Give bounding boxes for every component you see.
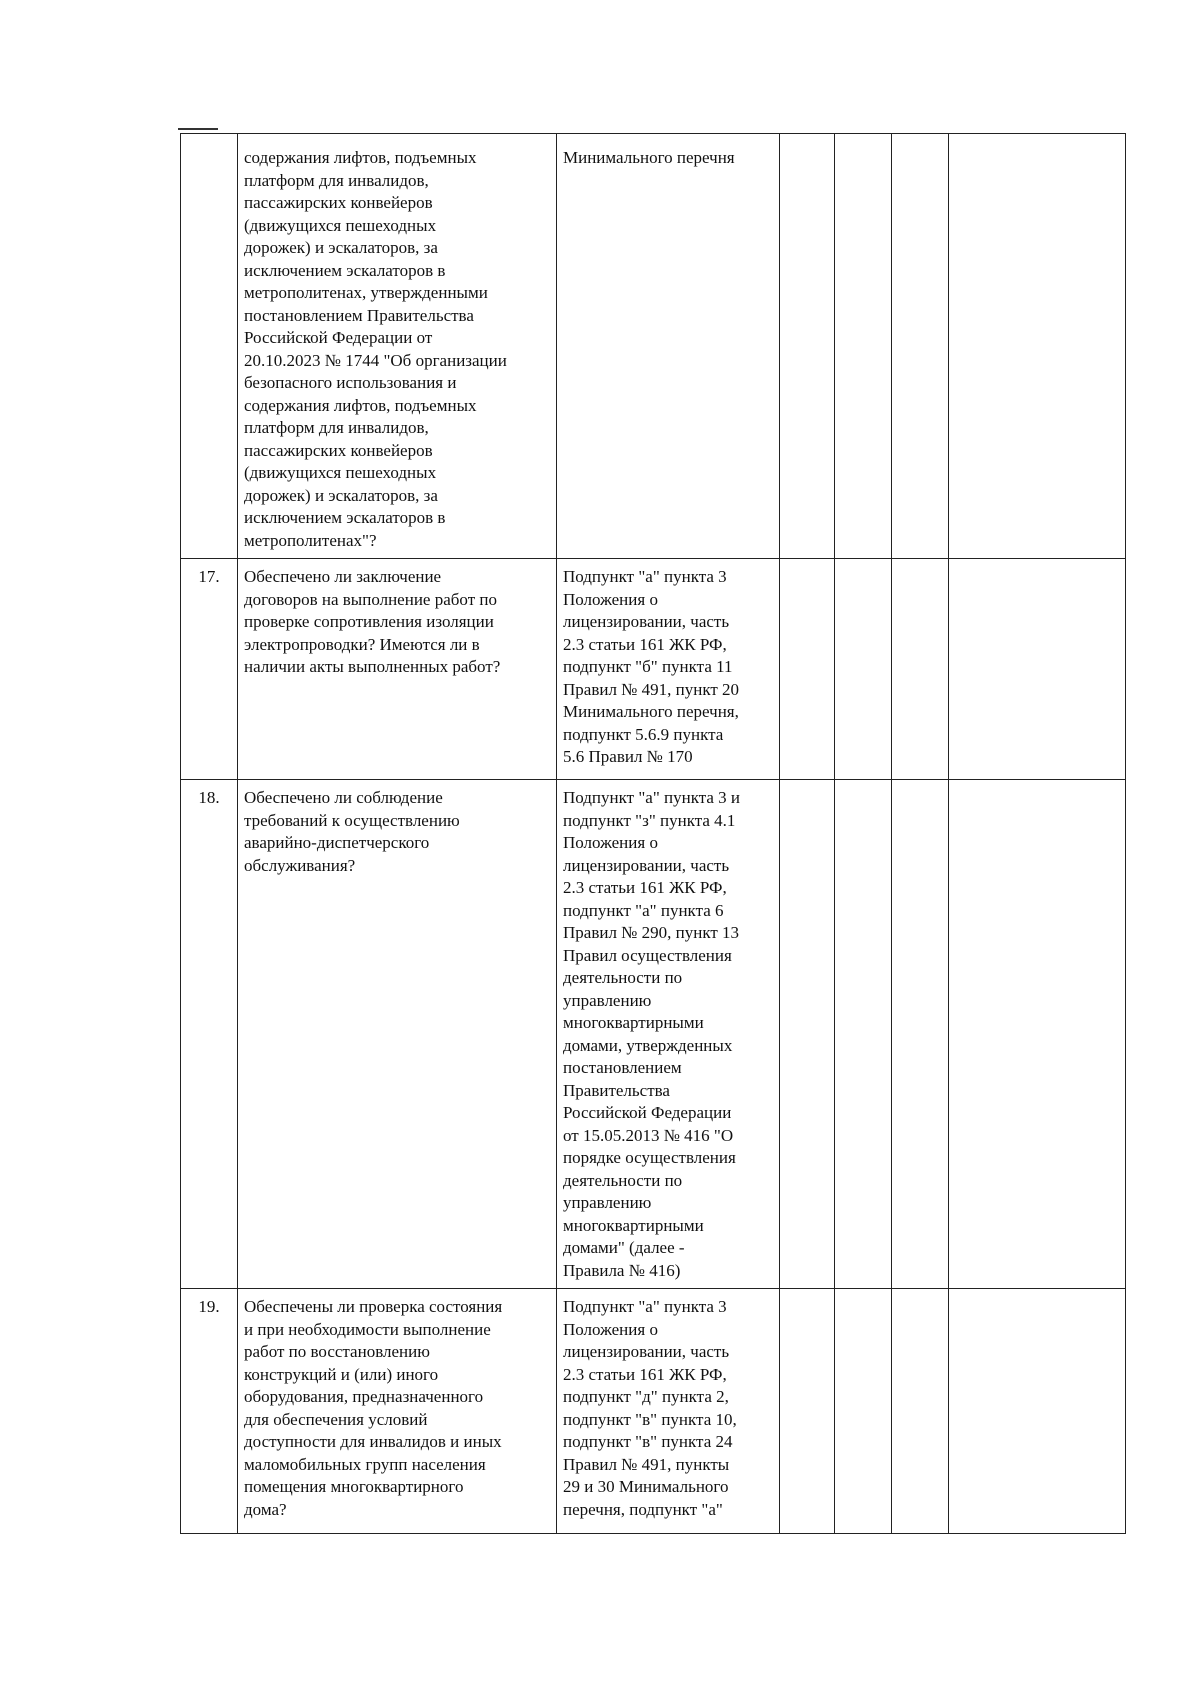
cell-question [238, 134, 557, 559]
row-number: 19. [198, 1297, 220, 1316]
cell-reference [557, 1289, 780, 1534]
row-number: 18. [198, 788, 220, 807]
cell-note [949, 134, 1126, 559]
table-row [181, 1289, 1126, 1534]
cell-number [181, 780, 238, 1289]
cell-note [949, 780, 1126, 1289]
reference-text: Подпункт "а" пункта 3 и подпункт "з" пункта 4.1 Положения о лицензировании, часть 2.3 статьи 161 ЖК РФ, подпункт "а" пункта 6 Правил № 290, пункт 13 Правил осуществления деятельности по управлению многоквартирными домами, утвержденных постановлением Правительства Российской Федерации от 15.05.2013 № 416 "О порядке осуществления деятельности по управлению многоквартирными домами" (далее - Правила № 416) [563, 788, 741, 1280]
cell-note [949, 559, 1126, 780]
question-text: Обеспечено ли заключение договоров на выполнение работ по проверке сопротивления изоляции электропроводки? Имеются ли в наличии акты выполненных работ? [244, 567, 501, 676]
cell-answer-na [892, 1289, 949, 1534]
cell-answer-yes [780, 134, 835, 559]
cell-number [181, 559, 238, 780]
cell-answer-no [835, 780, 892, 1289]
cell-answer-no [835, 559, 892, 780]
reference-text: Подпункт "а" пункта 3 Положения о лицензировании, часть 2.3 статьи 161 ЖК РФ, подпункт "д" пункта 2, подпункт "в" пункта 10, подпункт "в" пункта 24 Правил № 491, пункты 29 и 30 Минимального перечня, подпункт "а" [563, 1297, 737, 1519]
question-text: Обеспечено ли соблюдение требований к осуществлению аварийно-диспетчерского обслуживания? [244, 788, 460, 875]
cell-note [949, 1289, 1126, 1534]
table-row [181, 780, 1126, 1289]
table-top-stub [178, 128, 218, 130]
reference-text: Подпункт "а" пункта 3 Положения о лицензировании, часть 2.3 статьи 161 ЖК РФ, подпункт "б" пункта 11 Правил № 491, пункт 20 Минимального перечня, подпункт 5.6.9 пункта 5.6 Правил № 170 [563, 567, 740, 766]
question-text: Обеспечены ли проверка состояния и при необходимости выполнение работ по восстановлению конструкций и (или) иного оборудования, предназначенного для обеспечения условий доступности для инвалидов и иных маломобильных групп населения помещения многоквартирного дома? [244, 1297, 503, 1519]
checklist-table [180, 133, 1126, 1534]
cell-question [238, 1289, 557, 1534]
cell-number [181, 1289, 238, 1534]
row-number: 17. [198, 567, 220, 586]
table-row [181, 559, 1126, 780]
cell-answer-na [892, 780, 949, 1289]
table-row [181, 134, 1126, 559]
cell-reference [557, 780, 780, 1289]
cell-question [238, 559, 557, 780]
cell-answer-no [835, 1289, 892, 1534]
row-number [181, 134, 237, 141]
cell-answer-na [892, 134, 949, 559]
cell-answer-na [892, 559, 949, 780]
question-text: содержания лифтов, подъемных платформ для инвалидов, пассажирских конвейеров (движущихся пешеходных дорожек) и эскалаторов, за исключением эскалаторов в метрополитенах, утвержденными постановлением Правительства Российской Федерации от 20.10.2023 № 1744 "Об организации безопасного использования и содержания лифтов, подъемных платформ для инвалидов, пассажирских конвейеров (движущихся пешеходных дорожек) и эскалаторов, за исключением эскалаторов в метрополитенах"? [244, 148, 507, 550]
cell-answer-yes [780, 559, 835, 780]
cell-reference [557, 134, 780, 559]
cell-question [238, 780, 557, 1289]
cell-number [181, 134, 238, 559]
cell-answer-yes [780, 1289, 835, 1534]
cell-answer-yes [780, 780, 835, 1289]
cell-reference [557, 559, 780, 780]
cell-answer-no [835, 134, 892, 559]
reference-text: Минимального перечня [563, 148, 735, 167]
